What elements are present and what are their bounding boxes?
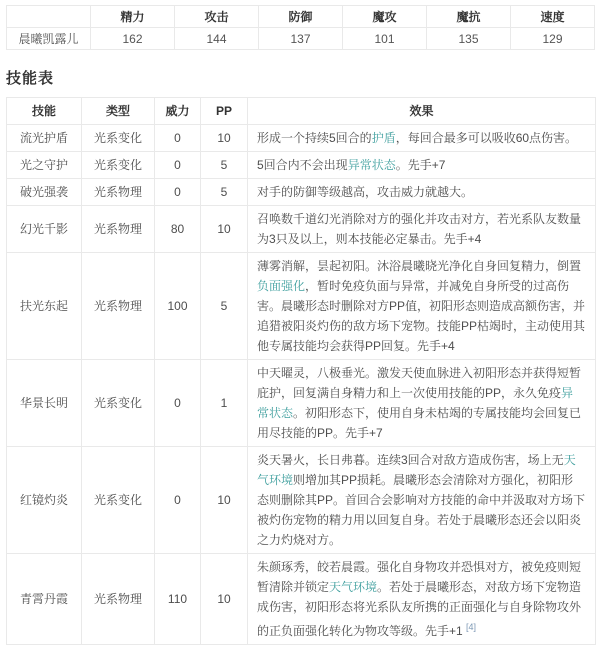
skill-pp: 5 [201,253,248,360]
skill-pp: 10 [201,447,248,554]
skill-row [7,554,596,645]
skill-row [7,206,596,253]
skill-name: 青霄丹霞 [7,554,82,645]
skill-effect [248,360,596,447]
skill-row [7,125,596,152]
skill-power: 100 [155,253,201,360]
skills-header-pp: PP [201,98,248,125]
effect-text: ，每回合最多可以吸收60点伤害。 [395,131,578,145]
skill-effect [248,179,596,206]
skill-type: 光系变化 [82,125,155,152]
stats-header-cell: 魔攻 [343,6,427,28]
skill-type: 光系变化 [82,360,155,447]
skill-name: 破光强袭 [7,179,82,206]
skills-table [6,97,596,645]
stat-value: 162 [91,28,175,50]
effect-text: ，暂时免疫负面与异常，并减免自身所受的过高伤害。晨曦形态时删除对方PP值，初阳形态则造成高额伤害，并追猎被阳炎灼伤的敌方场下宠物。技能PP枯竭时，主动使用其他专属技能均会获得PP回复。先手+4 [257,279,586,353]
skill-name: 扶光东起 [7,253,82,360]
stat-value: 144 [175,28,259,50]
skills-section-title: 技能表 [6,70,55,87]
skill-type: 光系变化 [82,447,155,554]
stats-header-cell: 精力 [91,6,175,28]
stats-header-cell: 魔抗 [427,6,511,28]
skill-row [7,447,596,554]
effect-text: 朱颜琢秀，皎若晨霞。强化自身物攻并恐惧对方，被免疫则短暂清除并锁定 [257,560,582,594]
effect-text: 形成一个持续5回合的 [257,131,372,145]
skill-pp: 1 [201,360,248,447]
skill-name: 华景长明 [7,360,82,447]
skill-name: 流光护盾 [7,125,82,152]
skill-row [7,253,596,360]
skills-header-type: 类型 [82,98,155,125]
skills-header-effect: 效果 [248,98,596,125]
skill-power: 0 [155,152,201,179]
effect-text: 对手的防御等级越高，攻击威力就越大。 [257,185,474,199]
stat-value: 129 [511,28,595,50]
skill-row [7,179,596,206]
skill-type: 光系物理 [82,179,155,206]
effect-text: 则增加其PP损耗。晨曦形态会清除对方强化，初阳形态则删除其PP。首回合会影响对方技能的命中并汲取对方场下被灼伤宠物的精力用以回复自身。若处于晨曦形态还会以阳炎之力灼烧对方。 [257,473,586,547]
skill-pp: 5 [201,179,248,206]
skill-effect [248,206,596,253]
skill-pp: 5 [201,152,248,179]
skill-row [7,152,596,179]
reference-link[interactable]: [4] [466,622,477,632]
skill-effect [248,125,596,152]
effect-text: 。若处于晨曦形态，对敌方场下宠物造成伤害，初阳形态将光系队友所携的正面强化与自身除物攻外的正负面强化转化为物攻等级。先手+1 [257,580,582,638]
skill-power: 0 [155,125,201,152]
stat-value: 101 [343,28,427,50]
effect-text: 。初阳形态下，使用自身未枯竭的专属技能均会回复已用尽技能的PP。先手+7 [257,406,582,440]
skill-power: 0 [155,179,201,206]
pet-name: 晨曦凯露儿 [7,28,91,50]
skill-effect [248,152,596,179]
effect-text: 召唤数千道幻光消除对方的强化并攻击对方，若光系队友数量为3只及以上，则本技能必定暴击。先手+4 [257,212,582,246]
stats-header-empty [7,6,91,28]
skill-power: 110 [155,554,201,645]
skill-power: 0 [155,447,201,554]
skill-pp: 10 [201,206,248,253]
stats-value-row [7,28,595,50]
skill-name: 红镜灼炎 [7,447,82,554]
skill-effect [248,554,596,645]
pet-stats-table [6,5,595,50]
skills-header-row [7,98,596,125]
skills-header-power: 威力 [155,98,201,125]
skill-power: 0 [155,360,201,447]
wiki-link[interactable]: 负面强化 [257,279,306,293]
effect-text: 。先手+7 [395,158,446,172]
skill-name: 光之守护 [7,152,82,179]
skill-pp: 10 [201,125,248,152]
effect-text: 5回合内不会出现 [257,158,348,172]
skills-header-name: 技能 [7,98,82,125]
wiki-link[interactable]: 护盾 [371,131,396,145]
wiki-link[interactable]: 异常状态 [347,158,396,172]
wiki-link[interactable]: 异常状态 [257,386,574,420]
stat-value: 135 [427,28,511,50]
effect-text: 炎天暑火，长日弗暮。连续3回合对敌方造成伤害，场上无 [257,453,564,467]
skill-effect [248,253,596,360]
effect-text: 薄雾消解，昙起初阳。沐浴晨曦晓光净化自身回复精力，倒置 [257,259,582,273]
skill-type: 光系物理 [82,554,155,645]
skill-pp: 10 [201,554,248,645]
skills-body [7,125,596,645]
skill-name: 幻光千影 [7,206,82,253]
effect-text: 中天曜灵，八极垂光。激发天使血脉进入初阳形态并获得短暂庇护，回复满自身精力和上一次使用技能的PP，永久免疫 [257,366,582,400]
skill-type: 光系物理 [82,253,155,360]
skill-type: 光系物理 [82,206,155,253]
stats-header-cell: 防御 [259,6,343,28]
wiki-link[interactable]: 天气环境 [329,580,378,594]
stats-header-cell: 速度 [511,6,595,28]
skill-effect [248,447,596,554]
stat-value: 137 [259,28,343,50]
wiki-link[interactable]: 天气环境 [257,453,576,487]
stats-header-cell: 攻击 [175,6,259,28]
stats-header-row [7,6,595,28]
skill-row [7,360,596,447]
skill-type: 光系变化 [82,152,155,179]
skill-power: 80 [155,206,201,253]
